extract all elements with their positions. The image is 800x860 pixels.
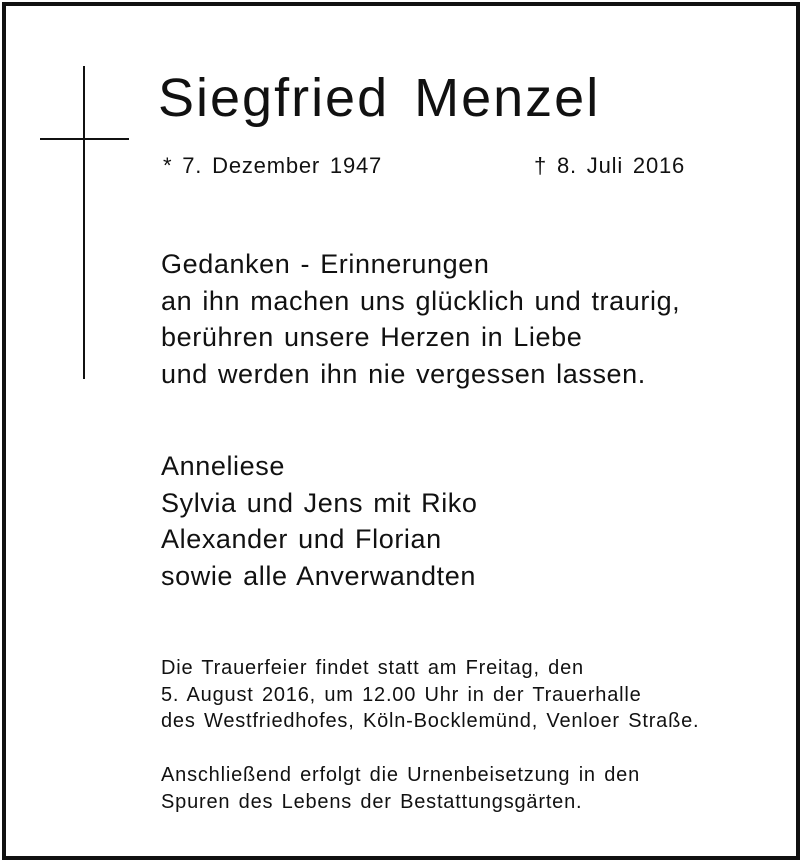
service-line: des Westfriedhofes, Köln-Bocklemünd, Venloer Straße. — [161, 710, 700, 732]
obituary-frame — [2, 2, 800, 860]
poem-line: und werden ihn nie vergessen lassen. — [161, 358, 646, 389]
poem-line: berühren unsere Herzen in Liebe — [161, 322, 583, 352]
poem-line: Gedanken - Erinnerungen — [161, 249, 490, 279]
burial-line: Anschließend erfolgt die Urnenbeisetzung in den — [161, 764, 640, 786]
mourners-list — [161, 448, 478, 594]
deceased-name: Siegfried Menzel — [158, 68, 601, 128]
service-line: 5. August 2016, um 12.00 Uhr in der Trauerhalle — [161, 683, 642, 706]
birth-date: * 7. Dezember 1947 — [163, 153, 383, 178]
cross-horizontal-bar — [40, 138, 129, 140]
urn-burial-info — [161, 762, 640, 815]
memorial-poem — [161, 246, 680, 392]
mourner-line: sowie alle Anverwandten — [161, 560, 476, 591]
cross-vertical-bar — [83, 66, 85, 379]
mourner-line: Anneliese — [161, 451, 285, 481]
burial-line: Spuren des Lebens der Bestattungsgärten. — [161, 790, 583, 813]
service-line: Die Trauerfeier findet statt am Freitag, den — [161, 657, 584, 679]
mourner-line: Alexander und Florian — [161, 524, 442, 554]
poem-line: an ihn machen uns glücklich und traurig, — [161, 285, 681, 316]
funeral-service-info — [161, 655, 699, 735]
mourner-line: Sylvia und Jens mit Riko — [161, 487, 478, 518]
death-date: † 8. Juli 2016 — [534, 153, 686, 178]
